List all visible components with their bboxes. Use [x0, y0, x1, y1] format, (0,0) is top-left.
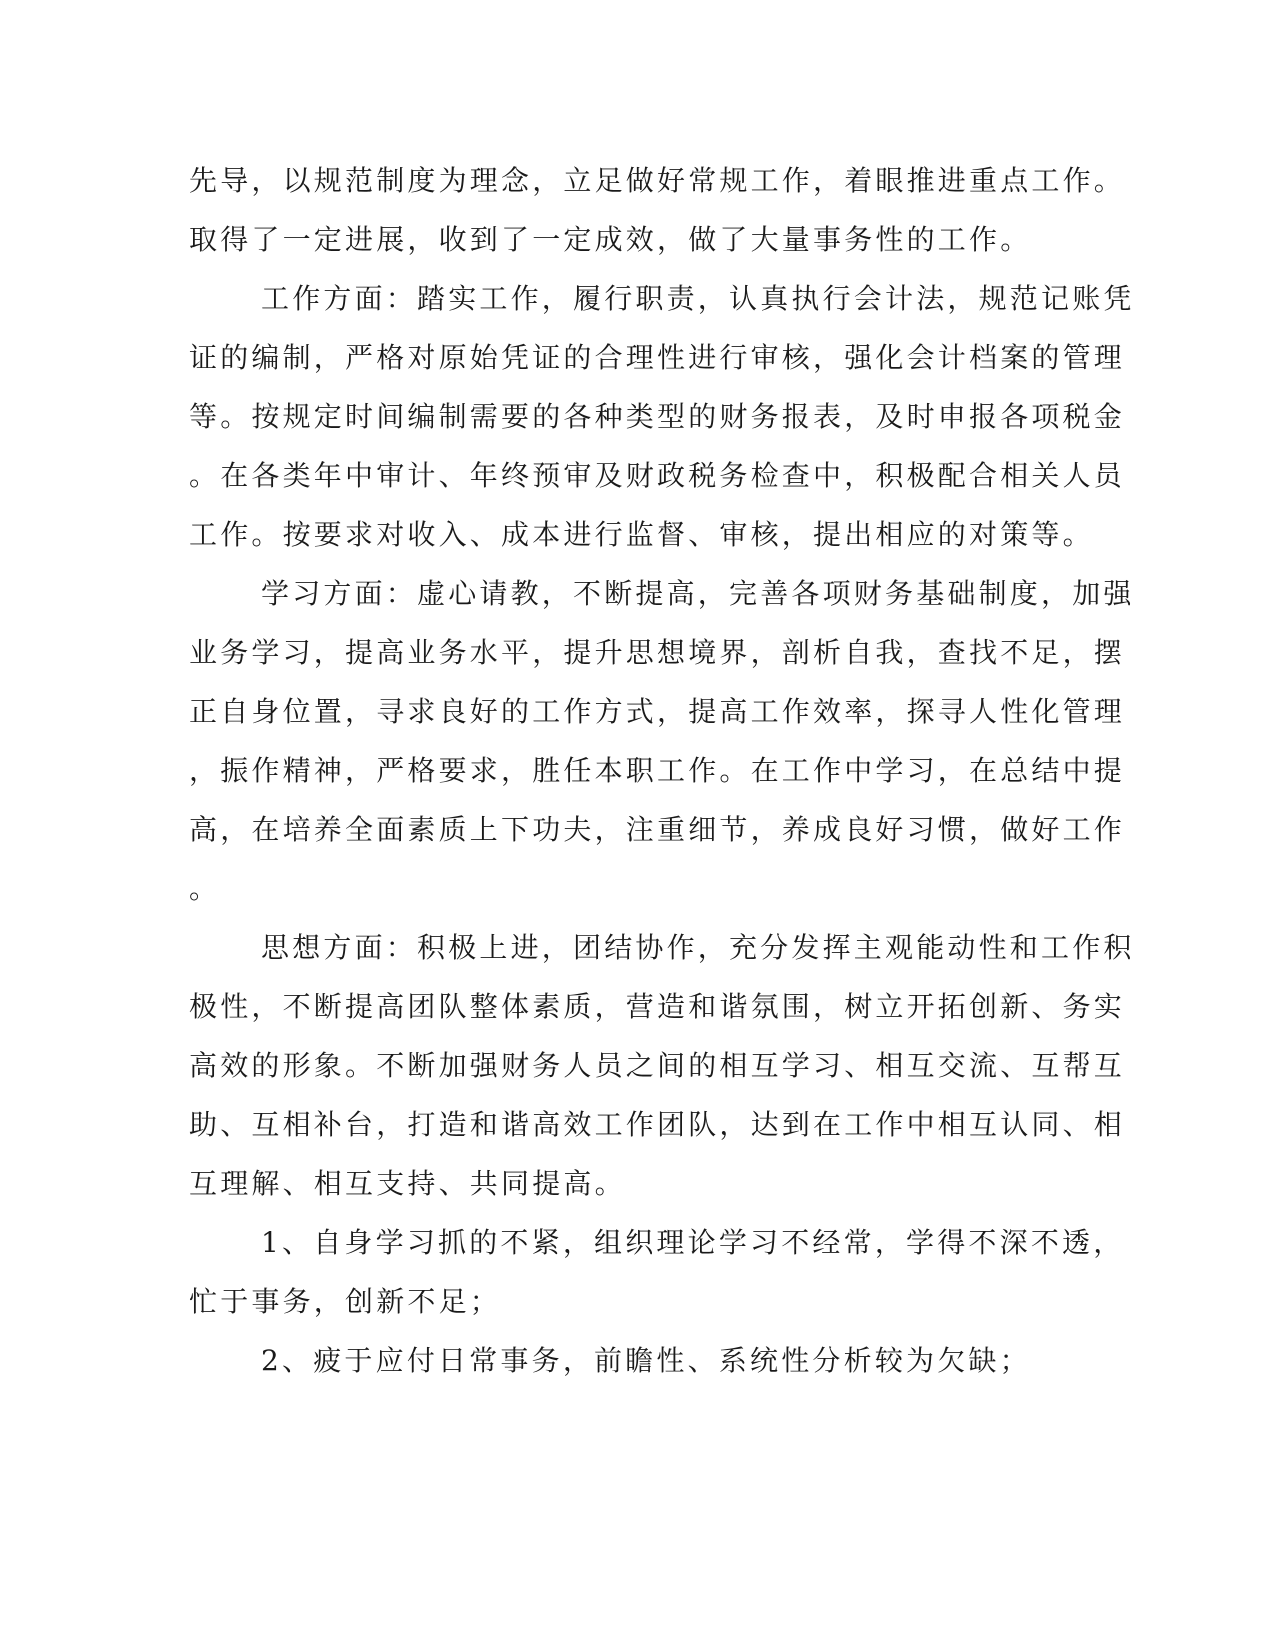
- text-line: 工作。按要求对收入、成本进行监督、审核，提出相应的对策等。: [189, 518, 1094, 551]
- text-line: 先导，以规范制度为理念，立足做好常规工作，着眼推进重点工作。: [189, 164, 1126, 197]
- list-item-1: 1、自身学习抓的不紧，组织理论学习不经常，学得不深不透，: [261, 1226, 1125, 1259]
- text-line: 取得了一定进展，收到了一定成效，做了大量事务性的工作。: [189, 223, 1032, 256]
- text-line: ，振作精神，严格要求，胜任本职工作。在工作中学习，在总结中提: [189, 754, 1126, 787]
- text-line: 等。按规定时间编制需要的各种类型的财务报表，及时申报各项税金: [189, 400, 1126, 433]
- text-line: 业务学习，提高业务水平，提升思想境界，剖析自我，查找不足，摆: [189, 636, 1126, 669]
- text-line: 极性，不断提高团队整体素质，营造和谐氛围，树立开拓创新、务实: [189, 990, 1126, 1023]
- text-line: 。: [189, 872, 221, 905]
- paragraph-work-start: 工作方面：踏实工作，履行职责，认真执行会计法，规范记账凭: [261, 282, 1135, 315]
- text-line: 。在各类年中审计、年终预审及财政税务检查中，积极配合相关人员: [189, 459, 1126, 492]
- text-line: 证的编制，严格对原始凭证的合理性进行审核，强化会计档案的管理: [189, 341, 1126, 374]
- text-line: 互理解、相互支持、共同提高。: [189, 1167, 626, 1200]
- paragraph-study-start: 学习方面：虚心请教，不断提高，完善各项财务基础制度，加强: [261, 577, 1135, 610]
- list-item-2: 2、疲于应付日常事务，前瞻性、系统性分析较为欠缺；: [261, 1344, 1031, 1377]
- text-line: 正自身位置，寻求良好的工作方式，提高工作效率，探寻人性化管理: [189, 695, 1126, 728]
- text-line: 助、互相补台，打造和谐高效工作团队，达到在工作中相互认同、相: [189, 1108, 1126, 1141]
- paragraph-thought-start: 思想方面：积极上进，团结协作，充分发挥主观能动性和工作积: [261, 931, 1135, 964]
- text-line: 高，在培养全面素质上下功夫，注重细节，养成良好习惯，做好工作: [189, 813, 1126, 846]
- text-line: 高效的形象。不断加强财务人员之间的相互学习、相互交流、互帮互: [189, 1049, 1126, 1082]
- text-line: 忙于事务，创新不足；: [189, 1285, 502, 1318]
